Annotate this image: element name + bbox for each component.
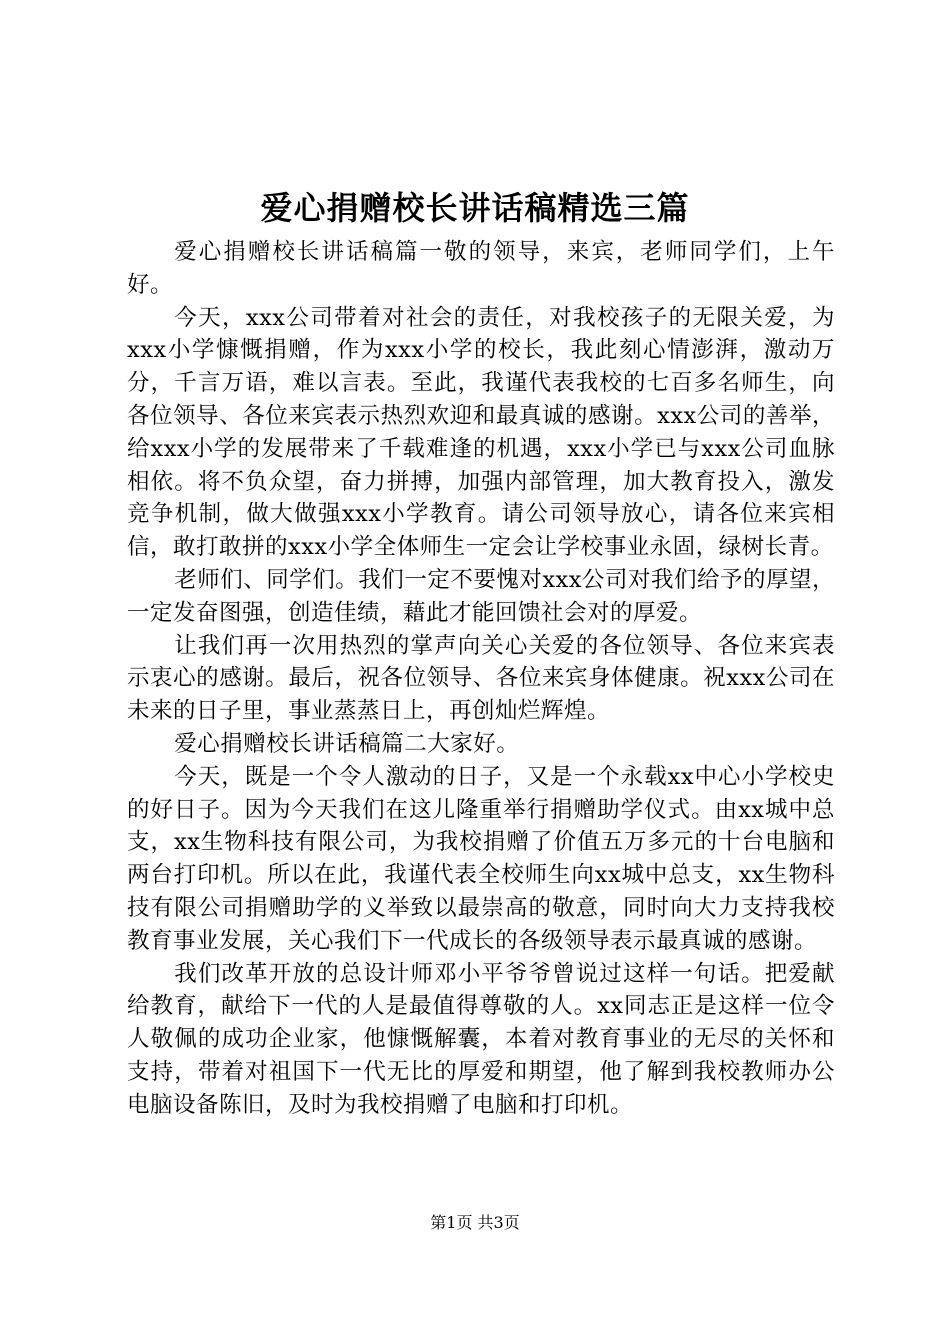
paragraph: 我们改革开放的总设计师邓小平爷爷曾说过这样一句话。把爱献给教育，献给下一代的人是最值得尊敬的人。xx同志正是这样一位令人敬佩的成功企业家，他慷慨解囊，本着对教育事业的无尽的关怀和支持，带着对祖国下一代无比的厚爱和期望，他了解到我校教师办公电脑设备陈旧，及时为我校捐赠了电脑和打印机。 (127, 960, 835, 1118)
document-body (127, 236, 835, 1122)
document-title: 爱心捐赠校长讲话稿精选三篇 (260, 189, 690, 227)
paragraph: 让我们再一次用热烈的掌声向关心关爱的各位领导、各位来宾表示衷心的感谢。最后，祝各位领导、各位来宾身体健康。祝xxx公司在未来的日子里，事业蒸蒸日上，再创灿烂辉煌。 (127, 632, 835, 725)
page-number-footer: 第1页 共3页 (430, 1213, 520, 1232)
paragraph: 今天，既是一个令人激动的日子，又是一个永载xx中心小学校史的好日子。因为今天我们在这儿隆重举行捐赠助学仪式。由xx城中总支，xx生物科技有限公司，为我校捐赠了价值五万多元的十台电脑和两台打印机。所以在此，我谨代表全校师生向xx城中总支，xx生物科技有限公司捐赠助学的义举致以最崇高的敬意，同时向大力支持我校教育事业发展，关心我们下一代成长的各级领导表示最真诚的感谢。 (127, 763, 835, 954)
paragraph: 今天，xxx公司带着对社会的责任，对我校孩子的无限关爱，为xxx小学慷慨捐赠，作为xxx小学的校长，我此刻心情澎湃，激动万分，千言万语，难以言表。至此，我谨代表我校的七百多名师生，向各位领导、各位来宾表示热烈欢迎和最真诚的感谢。xxx公司的善举，给xxx小学的发展带来了千载难逢的机遇，xxx小学已与xxx公司血脉相依。将不负众望，奋力拼搏，加强内部管理，加大教育投入，激发竞争机制，做大做强xxx小学教育。请公司领导放心，请各位来宾相信，敢打敢拼的xxx小学全体师生一定会让学校事业永固，绿树长青。 (127, 304, 835, 561)
paragraph: 爱心捐赠校长讲话稿篇二大家好。 (174, 730, 520, 757)
paragraph: 爱心捐赠校长讲话稿篇一敬的领导，来宾，老师同学们，上午好。 (127, 239, 835, 298)
paragraph: 老师们、同学们。我们一定不要愧对xxx公司对我们给予的厚望，一定发奋图强，创造佳绩，藉此才能回馈社会对的厚爱。 (127, 566, 835, 626)
